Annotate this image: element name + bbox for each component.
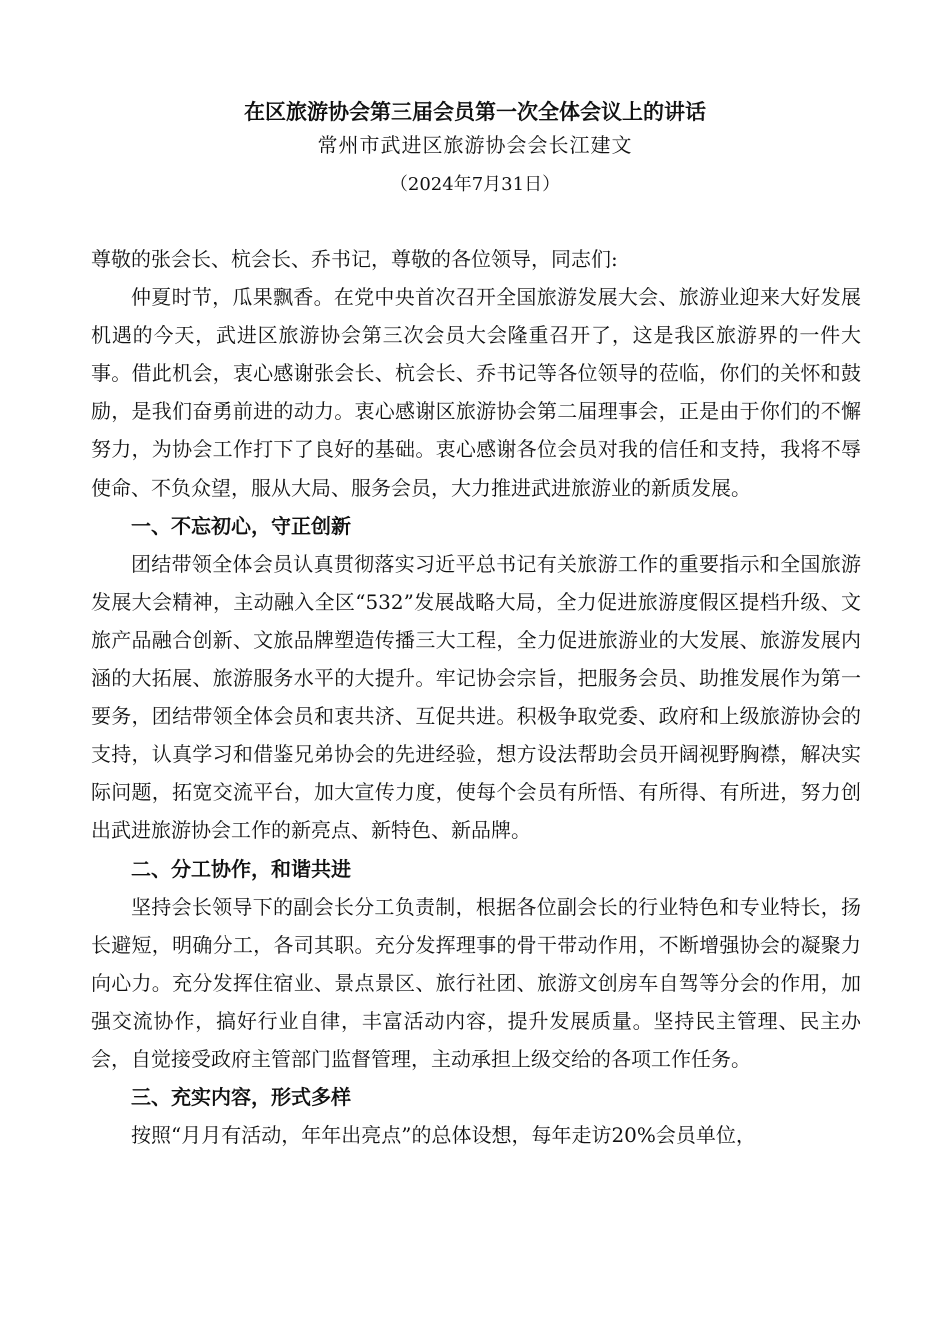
author-line: 常州市武进区旅游协会会长江建文 [317,133,633,157]
date-line: （2024年7月31日） [389,174,561,195]
section-text-2: 坚持会长领导下的副会长分工负责制，根据各位副会长的行业特色和专业特长，扬长避短，明确分工，各司其职。充分发挥理事的骨干带动作用，不断增强协会的凝聚力向心力。充分发挥住宿业、景点景区、旅行社团、旅游文创房车自驾等分会的作用，加强交流协作，搞好行业自律，丰富活动内容，提升发展质量。坚持民主管理、民主办会，自觉接受政府主管部门监督管理，主动承担上级交给的各项工作任务。 [91,894,861,1071]
section-heading-2: 二、分工协作，和谐共进 [131,856,351,881]
section-heading-3: 三、充实内容，形式多样 [131,1085,351,1110]
section-heading-1: 一、不忘初心，守正创新 [131,513,351,538]
document-body [91,240,861,1154]
salutation: 尊敬的张会长、杭会长、乔书记，尊敬的各位领导，同志们: [91,247,618,271]
section-text-3: 按照“月月有活动，年年出亮点”的总体设想，每年走访20%会员单位， [131,1123,756,1148]
section-text-1: 团结带领全体会员认真贯彻落实习近平总书记有关旅游工作的重要指示和全国旅游发展大会精神，主动融入全区“532”发展战略大局，全力促进旅游度假区提档升级、文旅产品融合创新、文旅品牌塑造传播三大工程，全力促进旅游业的大发展、旅游发展内涵的大拓展、旅游服务水平的大提升。牢记协会宗旨，把服务会员、助推发展作为第一要务，团结带领全体会员和衷共济、互促共进。积极争取党委、政府和上级旅游协会的支持，认真学习和借鉴兄弟协会的先进经验，想方设法帮助会员开阔视野胸襟，解决实际问题，拓宽交流平台，加大宣传力度，使每个会员有所悟、有所得、有所进，努力创出武进旅游协会工作的新亮点、新特色、新品牌。 [91,551,861,843]
document-title: 在区旅游协会第三届会员第一次全体会议上的讲话 [244,99,706,124]
intro-paragraph: 仲夏时节，瓜果飘香。在党中央首次召开全国旅游发展大会、旅游业迎来大好发展机遇的今天，武进区旅游协会第三次会员大会隆重召开了，这是我区旅游界的一件大事。借此机会，衷心感谢张会长、杭会长、乔书记等各位领导的莅临，你们的关怀和鼓励，是我们奋勇前进的动力。衷心感谢区旅游协会第二届理事会，正是由于你们的不懈努力，为协会工作打下了良好的基础。衷心感谢各位会员对我的信任和支持，我将不辱使命、不负众望，服从大局、服务会员，大力推进武进旅游业的新质发展。 [91,285,861,500]
